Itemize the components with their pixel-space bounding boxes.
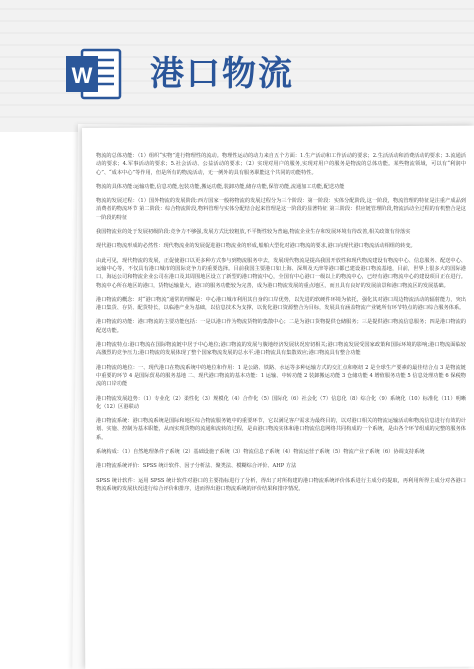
word-icon (64, 44, 124, 104)
paragraph: 系统构成：（1）自然地理条件子系统（2）基础设施子系统（3）物流信息子系统（4）物流运营子系统（5）物流产业子系统（6）协调支持系统 (96, 449, 425, 456)
paragraph: 港口物流的地位：一、现代港口在物流系统中的地位和作用：1 是公路、铁路、水运等多种运输方式的交汇点和枢纽 2 是全球生产要素的最佳结合点 3 是物流链中重要的环节 4 是国际贸易的服务基地 二、现代港口物流的基本功能：1 运输、中转功能 2 装卸搬运功能 3 仓储功能 4 增值服务功能 5 信息处理功能 6 保税物流的口岸功能 (96, 364, 466, 388)
paragraph: 港口物流系统评价：SPSS 统计软件、因子分析法、聚类法、模糊综合评价、AHP 方法 (96, 463, 297, 470)
paragraph: 物流的总体功能：（1）组织“实物”进行物理性的流动。物理性运动的动力来自五个方面：1.生产活动和工作活动的要求；2.生活活动和消费活动的要求；3.流通活动的要求；4.军事活动的要求；5.社会活动、公益活动的要求；（2）实现对用户的服务,实现对用户的服务是物流的总体功能。某些物流领域，可以有“利润中心”、“成本中心”等作用，但是所有的物流活动，无一例外的具有服务职能这个共同的功能特性。 (96, 153, 466, 176)
document-title: 港口物流 (150, 54, 294, 94)
paragraph: 港口物流的功能：港口物流的主要功能包括：一是以港口作为物流货物的集散中心；二是为港口货物提供仓储服务；三是提供港口物流信息服务；四是港口物流的配送功能。 (96, 319, 466, 334)
document-body (96, 152, 466, 664)
paragraph: 物流的具体功能:运输功能,信息功能,包装功能,搬运功能,装卸功能,储存功能,保管功能,流通加工功能,配送功能 (96, 183, 345, 190)
paragraph: 由此可见，现代物流的发展，正促使港口以更多种方式参与到物流服务中去，发展现代物流是提高我国开放性和现代物流建设有物流中心、信息服务、配送中心、运输中心等，不仅具有港口城市的国际竞争力的重要选择。目前我国主要港口如上海、深圳及天津等港口都已建设港口物流基地，目前，世界上很多大的国际港口，海运公司和物流企业公司在港口及其周围地区设立了新型的港口物流中心，全国有中心港口一级以上的物流中心，已经有港口物流中心的建设项目正在进行。物流中心所在地区的港口，货物运输量大，港口的服务功能较为完善，成为港口物流发展的重点地区，而且具有良好的发展前景和港口物流区的发展基础。 (96, 257, 466, 289)
paragraph: 物流的发展过程：（1）国外物流的发展阶段:西方国家一般将物流的发展过程分为三个阶段：第一阶段：实体分配阶段,这一阶段，物流管理的特征是注重产成品到消费者的物流环节 第二阶段：综合物流阶段,物料管理与实体分配结合起来管理是这一阶段的显著特征 第三阶段：供应链管理阶段,物流活动全过程的有机整合是这一阶段的特征 (96, 198, 466, 221)
paragraph: 港口物流特点:港口物流在国际物流链中居于中心地位;港口物流的发展与腹地经济发展状况密切相关;港口物流发展受国家政策和国际环境的影响;港口物流面临较高激烈的竞争压力;港口物流的发展体现了整个国家物流发展的总水平;港口物流具有集散效应;港口物流具有整合功能 (96, 342, 466, 357)
paragraph: 港口物流系统：港口物流系统是国际和地区综合物流服务链中的重要环节，它以满足客户需求为最终目的，以对港口相关的物流运输活动和物流信息进行有效的计划、实施、控制为基本职能，从而实现货物的流通和流转的过程，是由港口物流实体和港口物流信息网络共同构成的一个系统，是由各个环节组成的完整的服务体系。 (96, 418, 466, 441)
paragraph: 港口物流的概念：对“港口物流”通常的理解是：中心港口城市利用其自身的口岸优势，以先进的软硬件环境为依托，强化其对港口周边物流活动的辐射能力，突出港口集货、存货、配货特长，以临港产业为基础，以信息技术为支撑，以优化港口资源整合为目标，发展具有涵盖物流产业链所有环节特点的港口综合服务体系。 (96, 296, 466, 312)
paragraph: 我国物流业的处于发展初级阶段:竞争力不够强,发展方式比较粗放,不平衡性较为普遍,物流企业生存和发展环境有待改善,相关政策有待落实 (96, 229, 411, 236)
paragraph: 现代港口物流形成的必然性：现代物流业的发展促进港口物流业的形成,船舶大型化对港口物流的要求,港口向现代港口物流活动相组的转变。 (96, 243, 416, 250)
paragraph: 港口物流发展趋势：（1）专业化（2）柔性化（3）规模化（4）合作化（5）国际化（6）社会化（7）信息化（8）综合化（9）系统化（10）标准化（11）明晰化（12）区港联动 (96, 395, 466, 410)
paragraph: SPSS 统计软件：运用 SPSS 统计软件对港口的主要指标进行了分析，得出了对所构建的港口物流系统评价体系进行主成分的提取，再利用所得主成分对各港口物流系统的发展状况进行综合评价和排序，进而得出港口物流系统的评价结果和排序情况。 (96, 477, 466, 492)
svg-text:W: W (71, 63, 93, 88)
